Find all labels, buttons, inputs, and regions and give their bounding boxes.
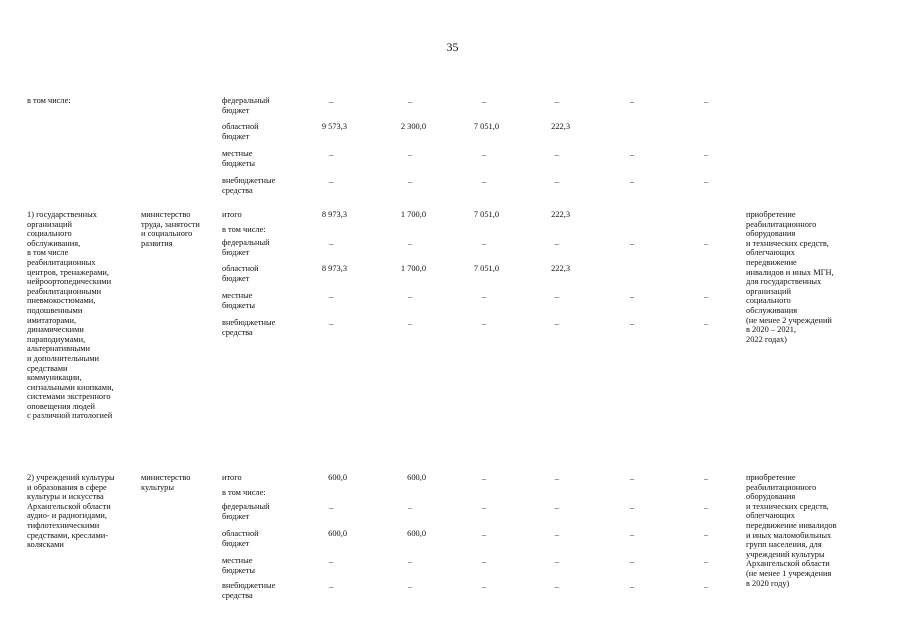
value-cell: – <box>554 474 560 483</box>
value-cell: – <box>554 557 560 566</box>
value-cell: – <box>554 97 560 106</box>
funding-source: в том числе: <box>222 225 266 234</box>
value-cell: 222,3 <box>551 210 570 219</box>
funding-source: внебюджетные средства <box>222 581 276 600</box>
value-cell: 7 051,0 <box>473 264 499 273</box>
funding-source: внебюджетные средства <box>222 318 276 337</box>
funding-source: областной бюджет <box>222 529 259 548</box>
value-cell: – <box>481 474 487 483</box>
value-cell: – <box>629 292 635 301</box>
value-cell: – <box>703 530 709 539</box>
value-cell: – <box>407 150 413 159</box>
value-cell: – <box>629 557 635 566</box>
funding-source: областной бюджет <box>222 264 259 283</box>
activity-text: в том числе: <box>27 96 71 105</box>
value-cell: – <box>328 97 334 106</box>
value-cell: – <box>328 582 334 591</box>
value-cell: 600,0 <box>328 473 347 482</box>
value-cell: 600,0 <box>407 473 426 482</box>
funding-source: местные бюджеты <box>222 291 256 310</box>
value-cell: – <box>703 474 709 483</box>
value-cell: – <box>407 292 413 301</box>
value-cell: – <box>407 582 413 591</box>
funding-source: местные бюджеты <box>222 149 256 168</box>
value-cell: – <box>481 177 487 186</box>
funding-source: в том числе: <box>222 488 266 497</box>
value-cell: – <box>407 503 413 512</box>
value-cell: 600,0 <box>328 529 347 538</box>
value-cell: – <box>629 150 635 159</box>
value-cell: – <box>328 239 334 248</box>
value-cell: – <box>703 503 709 512</box>
value-cell: – <box>554 319 560 328</box>
value-cell: – <box>407 177 413 186</box>
value-cell: – <box>481 530 487 539</box>
value-cell: – <box>481 582 487 591</box>
value-cell: – <box>328 503 334 512</box>
value-cell: – <box>629 319 635 328</box>
value-cell: – <box>554 150 560 159</box>
value-cell: – <box>629 177 635 186</box>
value-cell: – <box>554 177 560 186</box>
funding-source: областной бюджет <box>222 122 259 141</box>
value-cell: – <box>629 239 635 248</box>
executor-text: министерство труда, занятости и социального развития <box>141 210 200 248</box>
value-cell: 7 051,0 <box>473 210 499 219</box>
value-cell: 8 973,3 <box>321 264 347 273</box>
value-cell: – <box>629 474 635 483</box>
value-cell: – <box>703 557 709 566</box>
value-cell: – <box>703 582 709 591</box>
value-cell: – <box>481 239 487 248</box>
value-cell: – <box>407 97 413 106</box>
funding-source: федеральный бюджет <box>222 502 270 521</box>
value-cell: – <box>703 150 709 159</box>
value-cell: – <box>629 97 635 106</box>
value-cell: – <box>481 319 487 328</box>
value-cell: – <box>703 292 709 301</box>
value-cell: – <box>328 292 334 301</box>
value-cell: – <box>554 530 560 539</box>
value-cell: – <box>481 503 487 512</box>
value-cell: – <box>481 557 487 566</box>
value-cell: 8 973,3 <box>321 210 347 219</box>
value-cell: – <box>629 530 635 539</box>
result-text: приобретение реабилитационного оборудования и технических средств, облегчающих передвижение инвалидов и иных МГН, для государственных организаций социального обслуживания (не менее 2 учреждений в 2020 – 2021, 2022 годах) <box>746 210 834 344</box>
page-number: 35 <box>446 40 459 54</box>
value-cell: – <box>554 292 560 301</box>
funding-source: местные бюджеты <box>222 556 256 575</box>
value-cell: – <box>481 97 487 106</box>
result-text: приобретение реабилитационного оборудования и технических средств, облегчающих передвижение инвалидов и иных маломобильных групп населения, для учреждений культуры Архангельской области (не менее 1 учреждения в 2020 году) <box>746 473 837 588</box>
value-cell: 222,3 <box>551 122 570 131</box>
value-cell: – <box>481 150 487 159</box>
funding-source: итого <box>222 210 242 219</box>
value-cell: – <box>481 292 487 301</box>
value-cell: 2 300,0 <box>400 122 426 131</box>
value-cell: – <box>328 150 334 159</box>
value-cell: 1 700,0 <box>400 210 426 219</box>
value-cell: – <box>328 319 334 328</box>
funding-source: внебюджетные средства <box>222 176 276 195</box>
value-cell: – <box>703 239 709 248</box>
funding-source: итого <box>222 473 242 482</box>
value-cell: 9 573,3 <box>321 122 347 131</box>
value-cell: 600,0 <box>407 529 426 538</box>
executor-text: министерство культуры <box>141 473 191 492</box>
activity-text: 2) учреждений культуры и образования в сфере культуры и искусства Архангельской области аудио- и радиогидами, тифлотехническими средствами, креслами- колясками <box>27 473 115 550</box>
activity-text: 1) государственных организаций социального обслуживания, в том числе реабилитационных центров, тренажерами, нейроортопедическими реабилитационными пневмокостюмами, подошвенными имитаторами, динамическими парaподиумами, альтернативными и дополнительными средствами коммуникации, сигнальными кнопками, системами экстренного оповещения людей с различной патологией <box>27 210 114 421</box>
value-cell: – <box>703 319 709 328</box>
value-cell: – <box>703 97 709 106</box>
value-cell: – <box>554 503 560 512</box>
funding-source: федеральный бюджет <box>222 238 270 257</box>
value-cell: – <box>629 503 635 512</box>
value-cell: – <box>407 319 413 328</box>
value-cell: – <box>703 177 709 186</box>
value-cell: – <box>629 582 635 591</box>
value-cell: – <box>407 239 413 248</box>
value-cell: 7 051,0 <box>473 122 499 131</box>
value-cell: – <box>407 557 413 566</box>
funding-source: федеральный бюджет <box>222 96 270 115</box>
value-cell: – <box>328 177 334 186</box>
value-cell: 222,3 <box>551 264 570 273</box>
value-cell: – <box>554 582 560 591</box>
value-cell: – <box>554 239 560 248</box>
value-cell: – <box>328 557 334 566</box>
value-cell: 1 700,0 <box>400 264 426 273</box>
